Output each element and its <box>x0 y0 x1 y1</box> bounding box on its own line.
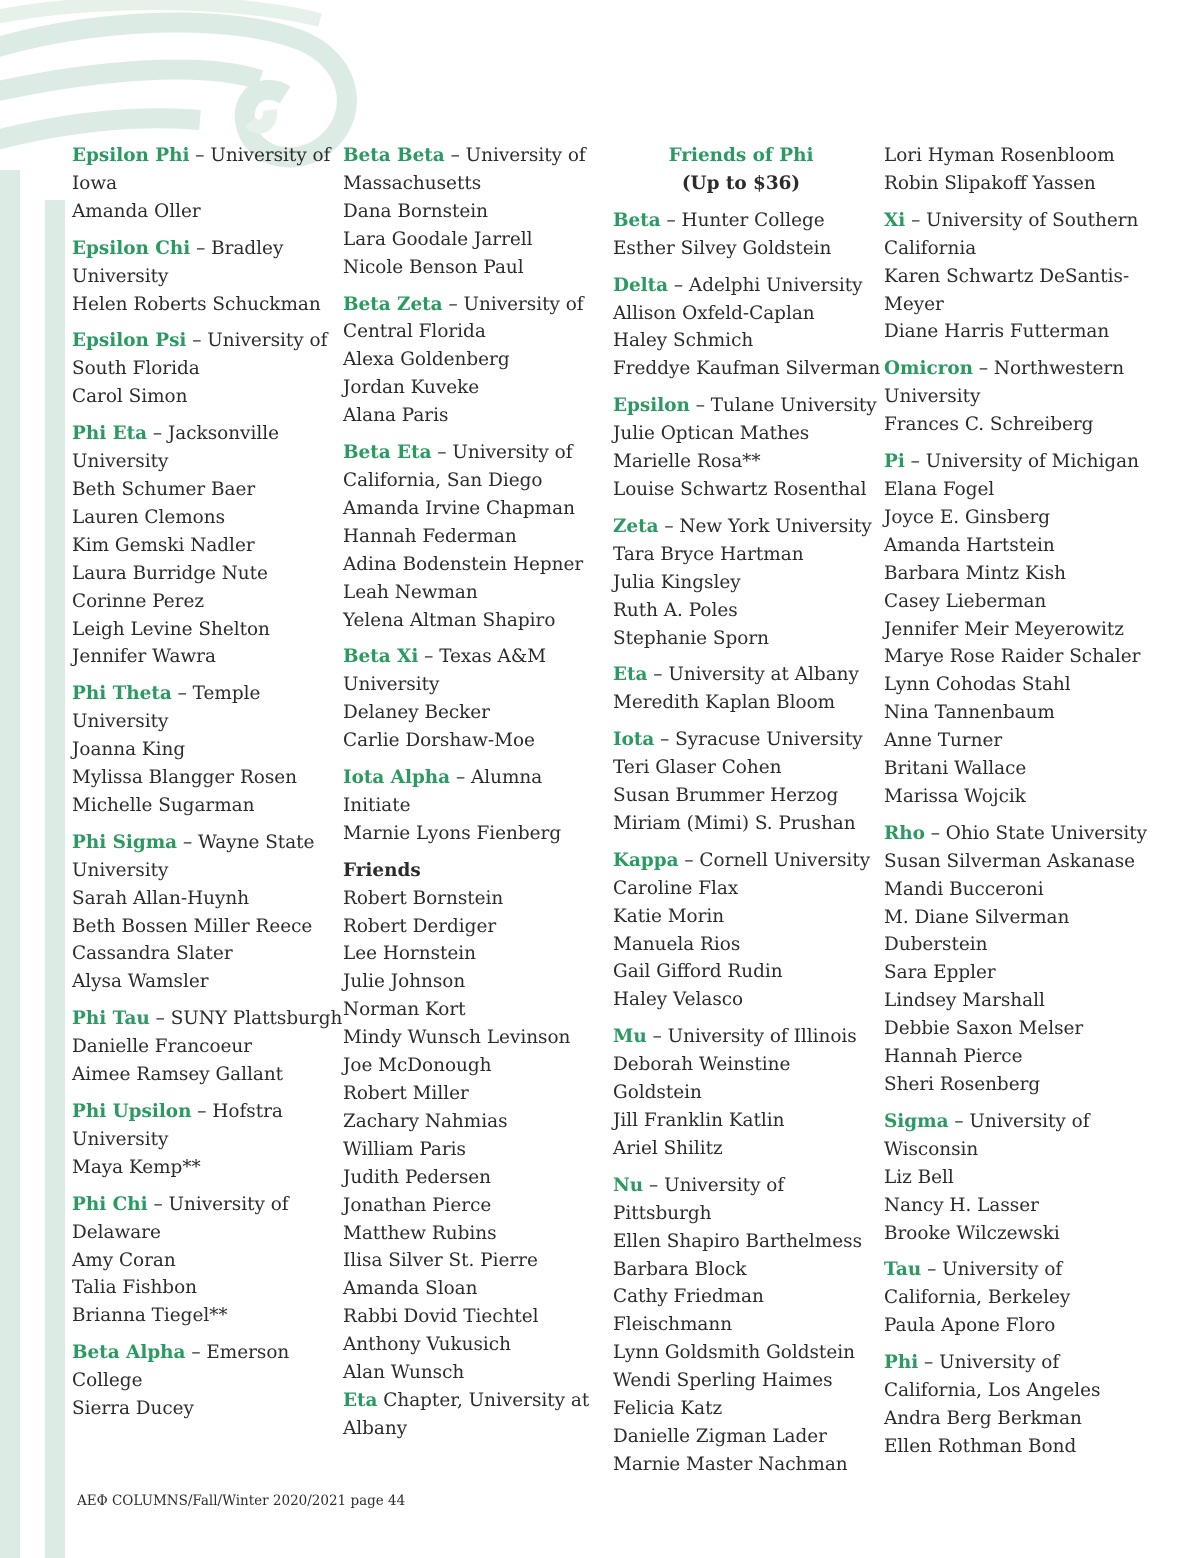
donor-group <box>613 847 869 1014</box>
chapter-name: Delta <box>613 274 669 296</box>
donor-name: Iowa <box>72 172 118 194</box>
donor-group <box>72 680 330 820</box>
donor-name: Robin Slipakoff Yassen <box>884 172 1096 194</box>
chapter-name: Epsilon <box>613 395 690 417</box>
donor-name: Sarah Allan-Huynh <box>72 887 250 909</box>
chapter-name: Mu <box>613 1026 647 1048</box>
donor-name: Corinne Perez <box>72 590 205 612</box>
donor-group <box>613 726 869 838</box>
chapter-name: Nu <box>613 1174 644 1196</box>
donor-name: Goldstein <box>613 1082 702 1104</box>
donor-name: Adina Bodenstein Hepner <box>343 553 584 575</box>
donor-name: Miriam (Mimi) S. Prushan <box>613 812 856 834</box>
list-line <box>884 1108 1184 1136</box>
list-line <box>613 1023 869 1051</box>
chapter-school: – Alumna <box>450 767 543 789</box>
chapter-name: Eta <box>613 664 648 686</box>
donor-group <box>343 142 586 282</box>
chapter-school: – University of Illinois <box>646 1026 857 1048</box>
donor-name: Brooke Wilczewski <box>884 1222 1060 1244</box>
donor-name: Aimee Ramsey Gallant <box>72 1064 284 1086</box>
donor-name: University <box>884 386 981 408</box>
chapter-name: Zeta <box>613 515 659 537</box>
donor-name: Meredith Kaplan Bloom <box>613 692 836 714</box>
donor-name: William Paris <box>343 1138 466 1160</box>
donor-name: Massachusetts <box>343 172 482 194</box>
donor-name: Leah Newman <box>343 581 478 603</box>
donor-name: Meyer <box>884 293 944 315</box>
donor-name: Maya Kemp** <box>72 1156 201 1178</box>
chapter-school: – Bradley <box>190 237 284 259</box>
list-line <box>613 272 869 300</box>
list-line <box>884 355 1184 383</box>
donor-name: Allison Oxfeld-Caplan <box>613 302 815 324</box>
chapter-school: – University of <box>186 330 328 352</box>
donor-name: Ilisa Silver St. Pierre <box>343 1250 538 1272</box>
donor-name: Delaney Becker <box>343 702 490 724</box>
donor-name: Jennifer Wawra <box>72 646 216 668</box>
donor-name: Barbara Block <box>613 1258 747 1280</box>
donor-name: Haley Velasco <box>613 989 744 1011</box>
donor-name: Karen Schwartz DeSantis- <box>884 265 1130 287</box>
chapter-school: – University of <box>189 145 331 166</box>
donor-name: Tara Bryce Hartman <box>613 543 804 565</box>
chapter-school: – Wayne State <box>177 831 315 853</box>
chapter-name: Phi Chi <box>72 1193 148 1215</box>
chapter-school: – University of <box>431 442 573 464</box>
donor-name: Lori Hyman Rosenbloom <box>884 145 1115 166</box>
donor-group <box>613 142 869 198</box>
list-line <box>613 142 869 170</box>
donor-name: Sara Eppler <box>884 962 996 984</box>
donor-group <box>884 207 1184 347</box>
chapter-school: – Tulane University <box>689 395 877 417</box>
donor-name: Deborah Weinstine <box>613 1054 791 1076</box>
donor-name: Amy Coran <box>72 1249 176 1271</box>
donor-name: Felicia Katz <box>613 1398 723 1420</box>
donor-name: Jordan Kuveke <box>343 377 480 399</box>
donor-name: Matthew Rubins <box>343 1222 497 1244</box>
donor-name: Marissa Wojcik <box>884 785 1026 807</box>
donor-group <box>72 1339 330 1423</box>
donor-group <box>72 420 330 671</box>
donor-name: Duberstein <box>884 934 988 956</box>
donor-name: Mandi Bucceroni <box>884 878 1044 900</box>
donor-name: Haley Schmich <box>613 330 754 352</box>
chapter-name: Phi Eta <box>72 423 148 445</box>
donor-name: Susan Brummer Herzog <box>613 785 839 807</box>
donor-name: Gail Gifford Rudin <box>613 961 783 983</box>
donor-name: Joe McDonough <box>343 1055 492 1077</box>
donor-name: Jill Franklin Katlin <box>613 1110 785 1131</box>
donor-name: Norman Kort <box>343 999 466 1021</box>
donor-name: Amanda Irvine Chapman <box>343 497 575 519</box>
list-line <box>613 847 869 875</box>
column-3 <box>613 142 881 1488</box>
donor-name: Anne Turner <box>884 730 1003 752</box>
donor-name: Laura Burridge Nute <box>72 562 268 584</box>
chapter-name: Sigma <box>884 1110 949 1132</box>
donor-name: Louise Schwartz Rosenthal <box>613 478 867 500</box>
donor-name: College <box>72 1370 143 1392</box>
chapter-name: Iota <box>613 729 655 751</box>
donor-group <box>613 392 877 504</box>
donor-name: Initiate <box>343 794 411 816</box>
donor-group <box>343 439 583 634</box>
donor-name: Marielle Rosa** <box>613 451 761 473</box>
chapter-school: – Hunter College <box>660 209 825 231</box>
donor-group <box>613 661 869 717</box>
donor-name: University <box>72 859 169 881</box>
list-line <box>343 291 583 319</box>
chapter-name: Beta Xi <box>343 646 419 668</box>
donor-name: University <box>72 711 169 733</box>
section-heading: Friends <box>343 859 421 881</box>
chapter-name: Omicron <box>884 358 973 380</box>
list-line <box>72 1005 343 1033</box>
donor-name: Leigh Levine Shelton <box>72 618 270 640</box>
donor-name: California, San Diego <box>343 469 543 491</box>
donor-name: Nancy H. Lasser <box>884 1194 1039 1216</box>
list-line <box>72 829 330 857</box>
chapter-name: Beta Eta <box>343 442 432 464</box>
list-line <box>884 1256 1184 1284</box>
list-line <box>72 327 330 355</box>
chapter-school: – University of <box>948 1110 1090 1132</box>
chapter-school: – Northwestern <box>973 358 1125 380</box>
list-line <box>343 439 583 467</box>
chapter-school: – Temple <box>171 683 261 705</box>
chapter-name: Epsilon Chi <box>72 237 191 259</box>
list-line <box>343 857 583 885</box>
chapter-name: Eta <box>343 1389 378 1411</box>
page-footer: ΑΕΦ COLUMNS/Fall/Winter 2020/2021 page 44 <box>77 1493 406 1509</box>
list-line <box>343 643 583 671</box>
chapter-name: Beta <box>613 209 661 231</box>
chapter-school: – University of Michigan <box>904 451 1139 473</box>
donor-name: Cathy Friedman <box>613 1286 764 1308</box>
donor-name: Hannah Federman <box>343 525 517 547</box>
chapter-school: – Texas A&M <box>418 646 547 668</box>
donor-name: Frances C. Schreiberg <box>884 414 1094 436</box>
donor-group <box>884 142 1184 198</box>
donor-name: Rabbi Dovid Tiechtel <box>343 1306 539 1328</box>
list-line <box>343 142 586 170</box>
chapter-school: – Syracuse University <box>654 729 863 751</box>
list-line <box>72 1191 330 1219</box>
donor-name: University <box>72 265 169 287</box>
chapter-name: Pi <box>884 451 905 473</box>
donor-name: Danielle Francoeur <box>72 1036 253 1058</box>
donor-name: Teri Glaser Cohen <box>613 757 782 779</box>
donor-name: Wisconsin <box>884 1138 979 1160</box>
donor-group <box>343 857 590 1443</box>
donor-name: Liz Bell <box>884 1166 954 1188</box>
donor-name: University <box>72 451 169 473</box>
donor-name: Ellen Shapiro Barthelmess <box>613 1230 863 1252</box>
chapter-school: – Ohio State University <box>924 822 1147 844</box>
donor-name: Lynn Cohodas Stahl <box>884 674 1071 696</box>
chapter-school: – Emerson <box>185 1342 290 1364</box>
list-line <box>72 680 330 708</box>
list-line <box>884 1349 1184 1377</box>
chapter-name: Phi Tau <box>72 1008 150 1030</box>
donor-name: Cassandra Slater <box>72 943 233 965</box>
column-1 <box>72 142 343 1432</box>
donor-name: Ellen Rothman Bond <box>884 1435 1077 1457</box>
donor-name: Fleischmann <box>613 1314 733 1336</box>
donor-name: Manuela Rios <box>613 933 741 955</box>
donor-group <box>72 1005 343 1089</box>
donor-name: University <box>72 1128 169 1150</box>
chapter-school: – University of <box>921 1259 1063 1281</box>
donor-name: University <box>343 674 440 696</box>
chapter-name: Tau <box>884 1259 922 1281</box>
donor-name: Amanda Sloan <box>343 1278 478 1300</box>
donor-name: Yelena Altman Shapiro <box>343 609 556 631</box>
donor-name: Hannah Pierce <box>884 1046 1023 1068</box>
donor-group <box>72 1191 330 1331</box>
donor-group <box>72 327 330 411</box>
donor-name: Joanna King <box>72 739 186 761</box>
chapter-name: Friends of Phi <box>668 145 814 166</box>
list-line <box>613 1172 869 1200</box>
donor-name: Albany <box>343 1417 408 1439</box>
donor-name: Paula Apone Floro <box>884 1315 1056 1337</box>
donor-name: Robert Derdiger <box>343 915 497 937</box>
donor-group <box>884 448 1184 811</box>
chapter-name: Epsilon Psi <box>72 330 187 352</box>
chapter-school: – Jacksonville <box>147 423 279 445</box>
donor-name: Marnie Lyons Fienberg <box>343 822 562 844</box>
list-line <box>613 513 872 541</box>
chapter-school: – New York University <box>658 515 872 537</box>
donor-name: Beth Bossen Miller Reece <box>72 915 313 937</box>
donor-name: Mylissa Blangger Rosen <box>72 767 298 789</box>
donor-name: Amanda Oller <box>72 200 201 222</box>
donor-name: Beth Schumer Baer <box>72 478 256 500</box>
chapter-name: Beta Zeta <box>343 293 443 315</box>
donor-name: California <box>884 237 977 259</box>
donor-name: Anthony Vukusich <box>343 1334 511 1356</box>
list-line <box>613 392 877 420</box>
donor-group <box>884 1108 1184 1248</box>
donor-name: Elana Fogel <box>884 478 995 500</box>
chapter-name: Epsilon Phi <box>72 145 190 166</box>
chapter-school: – University of <box>442 293 584 315</box>
chapter-school: – University of Southern <box>905 209 1139 231</box>
list-line <box>343 764 583 792</box>
donor-group <box>884 820 1184 1099</box>
donor-name: Delaware <box>72 1221 161 1243</box>
donor-group <box>72 142 330 226</box>
donor-name: Caroline Flax <box>613 877 739 899</box>
donor-name: Zachary Nahmias <box>343 1110 508 1132</box>
donor-name: Britani Wallace <box>884 758 1027 780</box>
donor-name: Susan Silverman Askanase <box>884 850 1136 872</box>
donor-name: Jonathan Pierce <box>343 1194 492 1216</box>
donor-name: Jennifer Meir Meyerowitz <box>884 618 1124 640</box>
donor-name: Stephanie Sporn <box>613 627 769 649</box>
chapter-school: – SUNY Plattsburgh <box>149 1008 343 1030</box>
donor-group <box>613 513 872 653</box>
section-heading: (Up to $36) <box>681 172 801 194</box>
donor-name: Katie Morin <box>613 905 725 927</box>
chapter-school: – University of <box>918 1352 1060 1374</box>
donor-name: Barbara Mintz Kish <box>884 562 1066 584</box>
chapter-school: – University of <box>147 1193 289 1215</box>
donor-name: Central Florida <box>343 321 486 343</box>
chapter-school: – Adelphi University <box>668 274 863 296</box>
donor-name: Esther Silvey Goldstein <box>613 237 832 259</box>
donor-name: Casey Lieberman <box>884 590 1047 612</box>
list-line <box>72 142 330 170</box>
chapter-name: Beta Beta <box>343 145 445 166</box>
donor-name: Ariel Shilitz <box>613 1137 723 1159</box>
donor-group <box>884 1256 1184 1340</box>
donor-name: Lee Hornstein <box>343 943 477 965</box>
donor-name: Joyce E. Ginsberg <box>884 506 1051 528</box>
chapter-school: – Cornell University <box>678 849 871 871</box>
donor-group <box>343 764 583 848</box>
donor-name: Julie Johnson <box>343 971 466 993</box>
donor-group <box>343 643 583 755</box>
donor-name: Sheri Rosenberg <box>884 1074 1041 1095</box>
chapter-school: – Hofstra <box>191 1101 283 1122</box>
list-line <box>884 820 1184 848</box>
chapter-name: Phi Upsilon <box>72 1101 192 1122</box>
donor-group <box>72 829 330 996</box>
donor-name: Debbie Saxon Melser <box>884 1018 1084 1040</box>
donor-group <box>72 235 330 319</box>
donor-name: Julia Kingsley <box>613 571 741 593</box>
donor-name: Alana Paris <box>343 405 449 427</box>
donor-name: Pittsburgh <box>613 1202 712 1224</box>
donor-name: Michelle Sugarman <box>72 794 255 816</box>
donor-group <box>613 1172 869 1479</box>
list-line <box>613 661 869 689</box>
donor-name: Alexa Goldenberg <box>343 349 510 371</box>
donor-name: California, Los Angeles <box>884 1380 1101 1402</box>
donor-name: California, Berkeley <box>884 1287 1071 1309</box>
list-line <box>613 207 869 235</box>
donor-name: Lindsey Marshall <box>884 990 1045 1012</box>
donor-name: Mindy Wunsch Levinson <box>343 1027 571 1049</box>
donor-name: Marnie Master Nachman <box>613 1453 848 1475</box>
donor-name: Helen Roberts Schuckman <box>72 293 321 315</box>
donor-name: Dana Bornstein <box>343 200 489 222</box>
chapter-school: – University at Albany <box>647 664 859 686</box>
chapter-name: Rho <box>884 822 925 844</box>
donor-name: Judith Pedersen <box>343 1166 491 1188</box>
donor-name: Brianna Tiegel** <box>72 1305 228 1327</box>
donor-name: Ruth A. Poles <box>613 599 738 621</box>
column-2 <box>343 142 590 1452</box>
donor-group <box>613 207 869 263</box>
donor-name: Sierra Ducey <box>72 1398 194 1420</box>
chapter-name: Kappa <box>613 849 679 871</box>
donor-name: Talia Fishbon <box>72 1277 197 1299</box>
donor-group <box>613 1023 869 1163</box>
donor-name: Marye Rose Raider Schaler <box>884 646 1141 668</box>
chapter-school: Chapter, University at <box>377 1389 590 1411</box>
donor-name: Lynn Goldsmith Goldstein <box>613 1342 855 1364</box>
list-line <box>884 207 1184 235</box>
donor-name: Robert Bornstein <box>343 887 504 909</box>
list-line <box>72 420 330 448</box>
chapter-school: – University of <box>444 145 586 166</box>
chapter-name: Iota Alpha <box>343 767 451 789</box>
chapter-name: Beta Alpha <box>72 1342 186 1364</box>
list-line <box>72 1098 330 1126</box>
chapter-school: – University of <box>643 1174 785 1196</box>
donor-name: Lauren Clemons <box>72 506 226 528</box>
donor-name: Alan Wunsch <box>343 1362 465 1384</box>
list-line <box>72 235 330 263</box>
chapter-name: Xi <box>884 209 906 231</box>
chapter-name: Phi Theta <box>72 683 172 705</box>
chapter-name: Phi Sigma <box>72 831 178 853</box>
donor-name: Andra Berg Berkman <box>884 1407 1082 1429</box>
donor-name: Carol Simon <box>72 386 188 408</box>
donor-name: Nicole Benson Paul <box>343 256 524 278</box>
list-line <box>343 1387 590 1415</box>
list-line <box>613 170 869 198</box>
donor-name: Alysa Wamsler <box>72 971 209 993</box>
donor-name: Kim Gemski Nadler <box>72 534 255 556</box>
list-line <box>72 1339 330 1367</box>
donor-group <box>72 1098 330 1182</box>
donor-name: Julie Optican Mathes <box>613 423 810 445</box>
donor-name: Lara Goodale Jarrell <box>343 228 533 250</box>
donor-name: M. Diane Silverman <box>884 906 1070 928</box>
donor-name: Freddye Kaufman Silverman <box>613 358 881 380</box>
chapter-name: Phi <box>884 1352 919 1374</box>
donor-name: Carlie Dorshaw-Moe <box>343 730 535 752</box>
donor-name: Robert Miller <box>343 1083 469 1104</box>
donor-group <box>884 355 1184 439</box>
list-line <box>884 448 1184 476</box>
donor-group <box>613 272 881 384</box>
donor-group <box>884 1349 1184 1461</box>
donor-name: Diane Harris Futterman <box>884 321 1110 343</box>
donor-name: Nina Tannenbaum <box>884 702 1055 724</box>
donor-group <box>343 291 583 431</box>
donor-name: South Florida <box>72 358 200 380</box>
donor-name: Wendi Sperling Haimes <box>613 1370 833 1392</box>
list-line <box>613 726 869 754</box>
donor-name: Danielle Zigman Lader <box>613 1425 827 1447</box>
column-4 <box>884 142 1184 1470</box>
donor-name: Amanda Hartstein <box>884 534 1055 556</box>
